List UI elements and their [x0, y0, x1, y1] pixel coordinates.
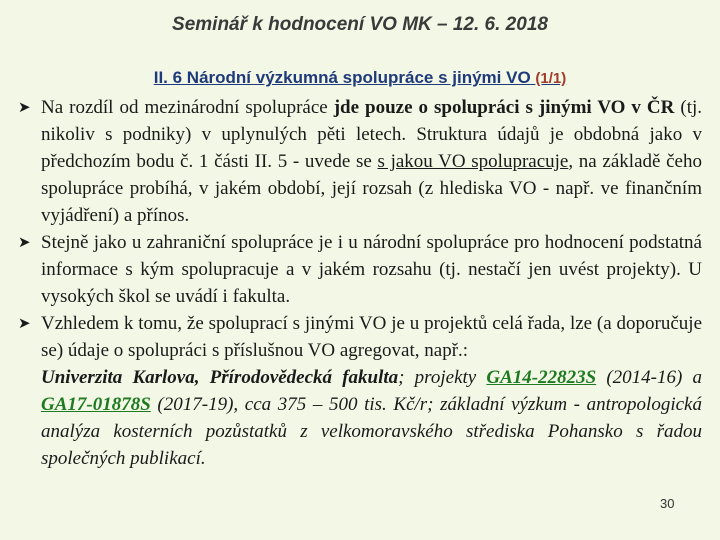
grant-link-2[interactable]: GA17-01878S [41, 394, 151, 415]
section-title [0, 68, 720, 88]
arrow-bullet-icon: ➤ [18, 98, 31, 116]
page-number: 30 [660, 496, 675, 511]
bullet-text-part: Na rozdíl od mezinárodní spolupráce [41, 97, 334, 118]
section-page-info: (1/1) [535, 70, 567, 87]
example-text: (2014-16) a [596, 367, 703, 388]
bullet-text-part: , na základě čeho spolupráce probíhá, v jakém období, její rozsah (z hlediska VO - např. ve finančním vyjádření) a přínos. [41, 151, 702, 226]
example-text: (2017-19), cca 375 – 500 tis. Kč/r; základní výzkum - antropologická analýza kosterních pozůstatků z velkomoravského střediska Pohansko s řadou společných publikací. [41, 394, 702, 469]
bullet-item-national-cooperation [18, 94, 702, 229]
bullet-text: Stejně jako u zahraniční spolupráce je i u národní spolupráce pro hodnocení podstatná informace s kým spolupracuje a v jakém rozsahu (tj. nestačí jen uvést projekty). U vysokých škol se uvádí i fakulta. [41, 232, 702, 307]
bullet-list [18, 94, 702, 472]
example-block [41, 364, 702, 472]
bullet-text-bold: jde pouze o spolupráci s jinými VO v ČR [333, 97, 675, 118]
arrow-bullet-icon: ➤ [18, 314, 31, 332]
section-title-text: II. 6 Národní výzkumná spolupráce s jinými VO [153, 68, 531, 87]
bullet-text-underlined: s jakou VO spolupracuje [377, 151, 569, 172]
bullet-item-aggregation [18, 310, 702, 472]
grant-link-1[interactable]: GA14-22823S [486, 367, 597, 388]
bullet-text: Vzhledem k tomu, že spoluprací s jinými VO je u projektů celá řada, lze (a doporučuje se) údaje o spolupráci s příslušnou VO agregovat, např.: [41, 313, 702, 361]
seminar-header: Seminář k hodnocení VO MK – 12. 6. 2018 [172, 14, 548, 35]
arrow-bullet-icon: ➤ [18, 233, 31, 251]
example-organization: Univerzita Karlova, Přírodovědecká fakulta [41, 367, 399, 388]
bullet-text-part: (tj. nikoliv s podniky) v uplynulých pěti letech. Struktura údajů je obdobná jako v předchozím bodu č. 1 části II. 5 - uvede se [41, 97, 703, 172]
example-text: ; projekty [398, 367, 487, 388]
bullet-item-evaluation-info [18, 229, 702, 310]
